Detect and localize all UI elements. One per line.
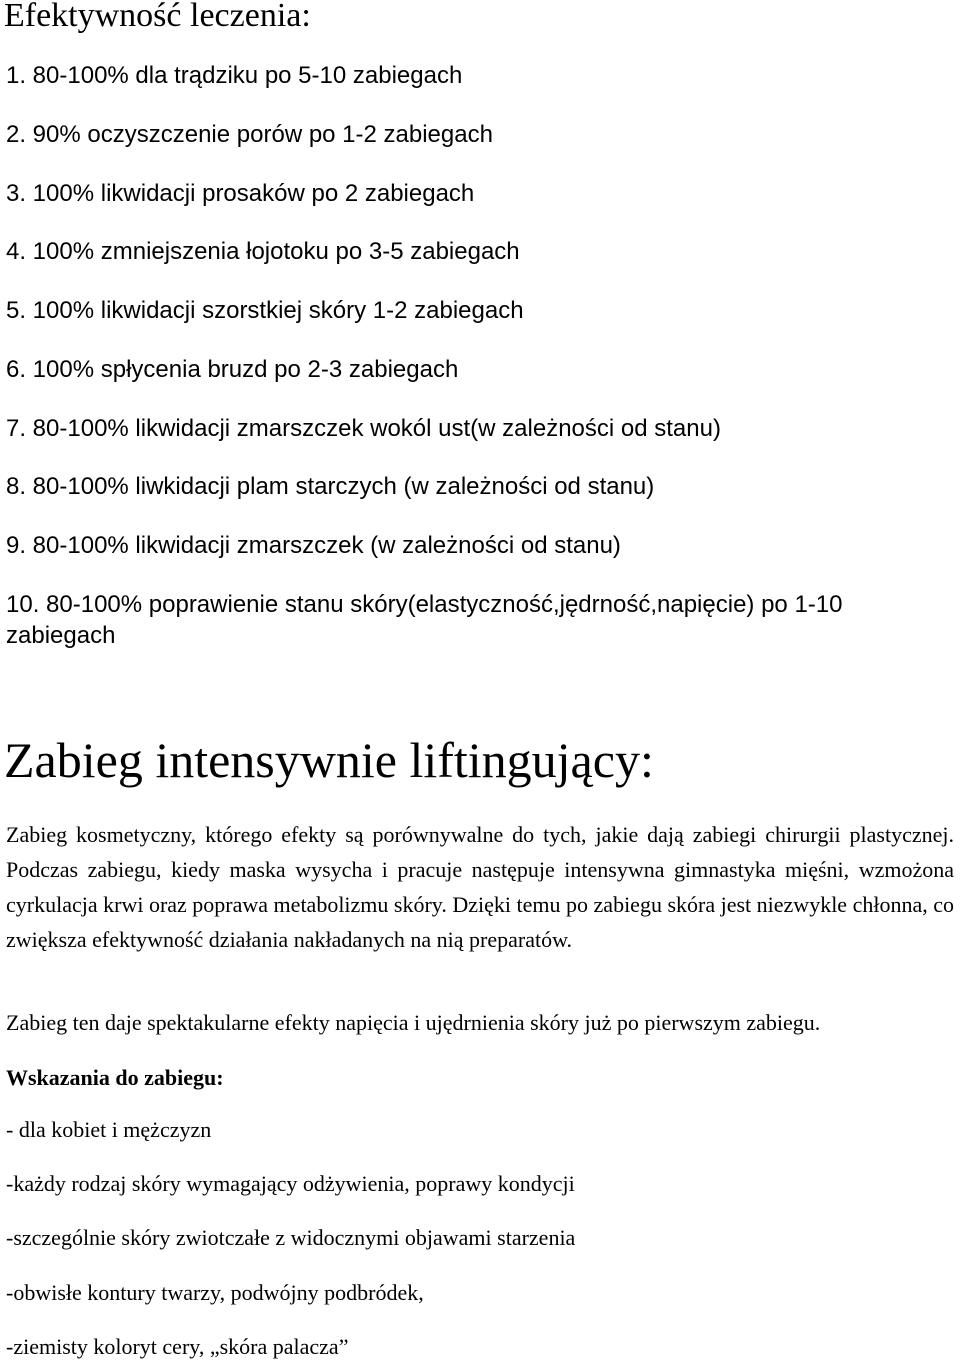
list-item: - dla kobiet i mężczyzn — [6, 1117, 212, 1142]
list-item: -obwisłe kontury twarzy, podwójny podbródek, — [6, 1280, 424, 1305]
section-heading: Zabieg intensywnie liftingujący: — [4, 732, 654, 788]
effect-paragraph: Zabieg ten daje spektakularne efekty napięcia i ujędrnienia skóry już po pierwszym zabiegu. — [6, 1010, 821, 1035]
description-paragraph: Zabieg kosmetyczny, którego efekty są porównywalne do tych, jakie dają zabiegi chirurgii plastycznej. Podczas zabiegu, kiedy maska wysycha i pracuje następuje intensywna gimnastyka mięśni, wzmożona cyrkulacja krwi oraz poprawa metabolizmu skóry. Dzięki temu po zabiegu skóra jest niezwykle chłonna, co zwiększa efektywność działania nakładanych na nią preparatów. — [6, 822, 954, 952]
list-item: 7. 80-100% likwidacji zmarszczek wokól ust(w zależności od stanu) — [6, 415, 721, 442]
list-item: 5. 100% likwidacji szorstkiej skóry 1-2 zabiegach — [6, 297, 524, 324]
list-item: 1. 80-100% dla trądziku po 5-10 zabiegach — [6, 62, 463, 89]
list-item: -szczególnie skóry zwiotczałe z widocznymi objawami starzenia — [6, 1225, 576, 1250]
page-title: Efektywność leczenia: — [4, 0, 311, 34]
list-item: 9. 80-100% likwidacji zmarszczek (w zależności od stanu) — [6, 532, 621, 559]
list-item: 6. 100% spłycenia bruzd po 2-3 zabiegach — [6, 356, 459, 383]
list-item: -każdy rodzaj skóry wymagający odżywienia, poprawy kondycji — [6, 1171, 575, 1196]
list-item: 10. 80-100% poprawienie stanu skóry(elastyczność,jędrność,napięcie) po 1-10 zabiegach — [6, 591, 843, 649]
list-item: 8. 80-100% liwkidacji plam starczych (w zależności od stanu) — [6, 473, 655, 500]
indications-heading: Wskazania do zabiegu: — [6, 1065, 224, 1090]
list-item: 2. 90% oczyszczenie porów po 1-2 zabiegach — [6, 121, 493, 148]
list-item: 3. 100% likwidacji prosaków po 2 zabiegach — [6, 180, 475, 207]
list-item: -ziemisty koloryt cery, „skóra palacza” — [6, 1334, 349, 1359]
list-item: 4. 100% zmniejszenia łojotoku po 3-5 zabiegach — [6, 238, 520, 265]
